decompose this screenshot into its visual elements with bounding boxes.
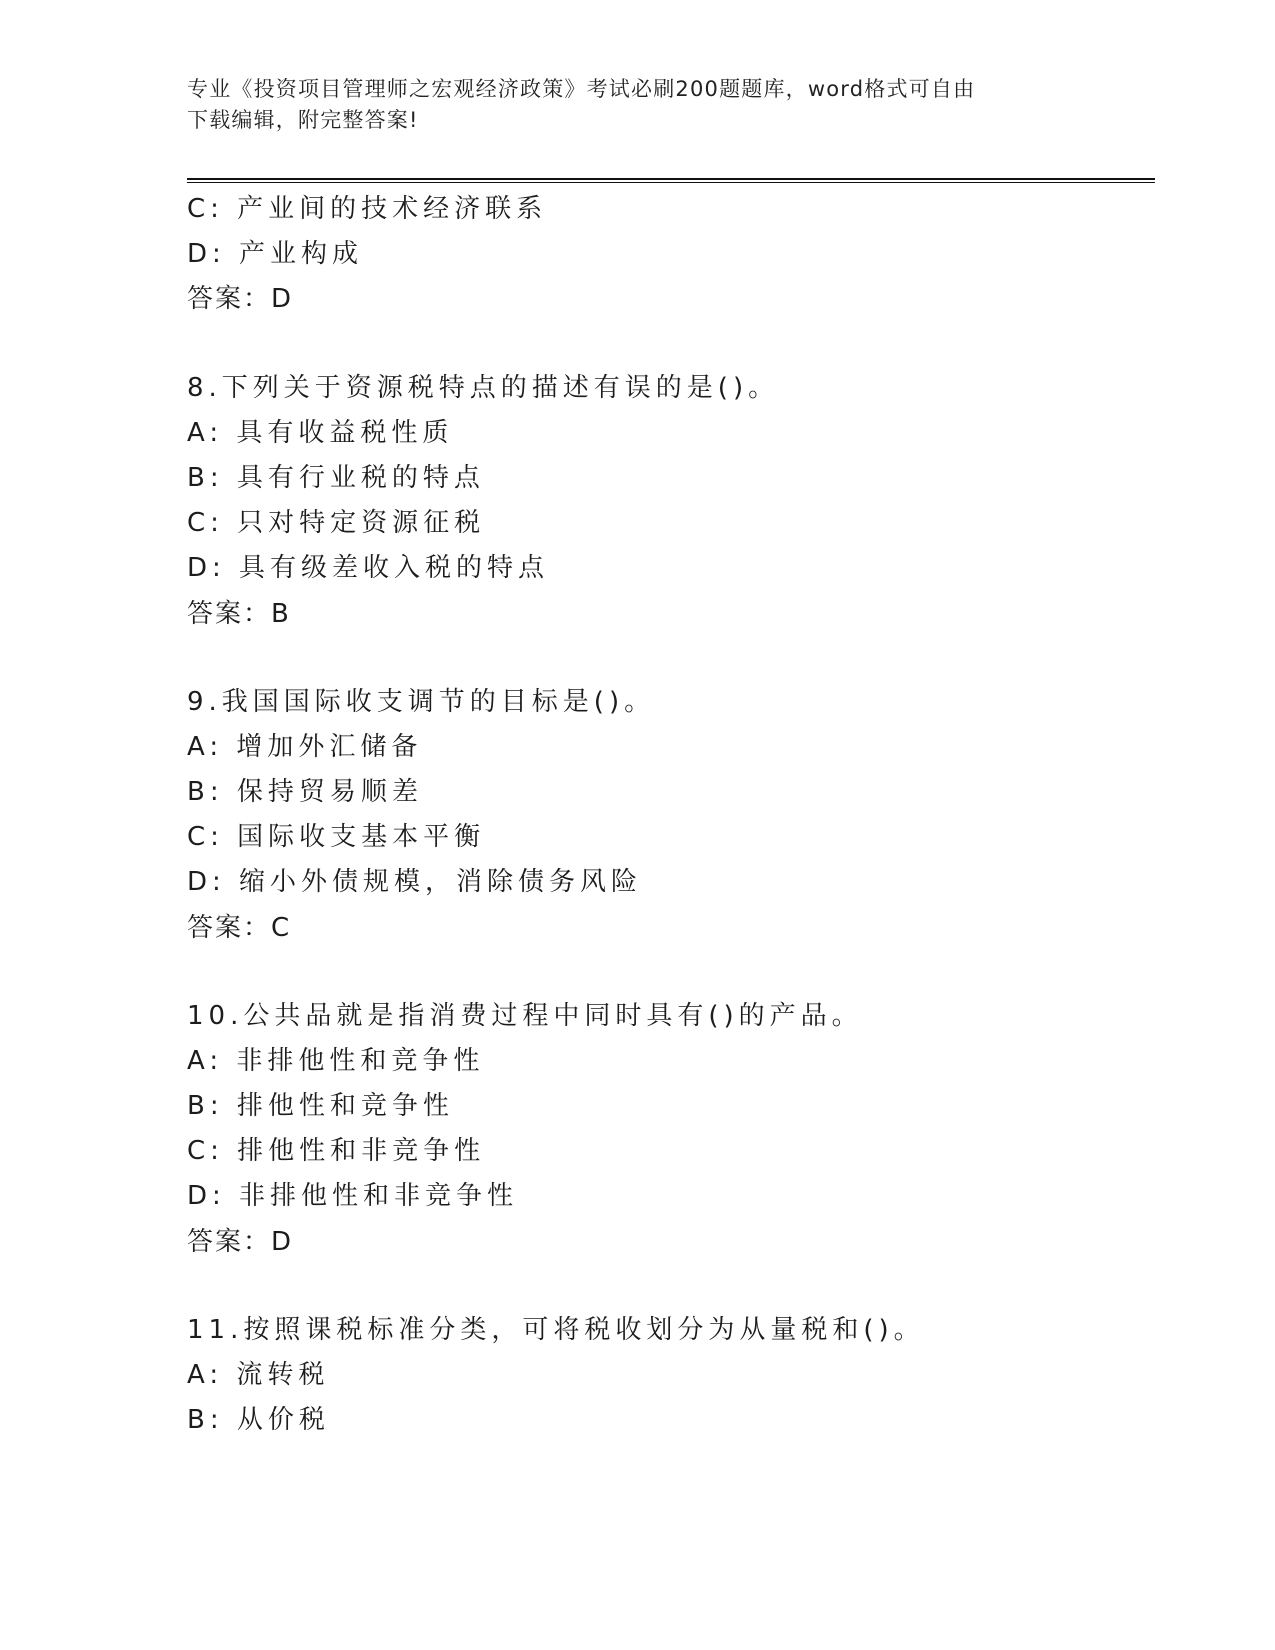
answer-value: C [271, 913, 292, 943]
q8-option-a: A: 具有收益税性质 [187, 418, 454, 448]
q9-option-c: C: 国际收支基本平衡 [187, 822, 486, 852]
q10-option-d: D: 非排他性和非竞争性 [187, 1181, 519, 1211]
q11-question: 11.按照课税标准分类，可将税收划分为从量税和()。 [187, 1315, 925, 1345]
answer-value: D [271, 284, 294, 314]
q8-option-d: D: 具有级差收入税的特点 [187, 553, 550, 583]
q11-option-b: B: 从价税 [187, 1405, 330, 1435]
q10-answer [187, 1226, 293, 1258]
q10-option-a: A: 非排他性和竞争性 [187, 1046, 485, 1076]
q7-answer [187, 283, 293, 315]
q9-option-b: B: 保持贸易顺差 [187, 777, 423, 807]
q10-option-b: B: 排他性和竞争性 [187, 1091, 454, 1121]
q9-option-a: A: 增加外汇储备 [187, 732, 423, 762]
answer-label: 答案： [187, 1227, 272, 1257]
q9-answer [187, 912, 291, 944]
header-divider [187, 178, 1155, 180]
header-line-2: 下载编辑，附完整答案! [187, 108, 419, 132]
q7-option-c: C: 产业间的技术经济联系 [187, 194, 548, 224]
answer-value: D [271, 1227, 294, 1257]
q8-option-c: C: 只对特定资源征税 [187, 508, 486, 538]
answer-value: B [271, 599, 291, 629]
q8-question: 8.下列关于资源税特点的描述有误的是()。 [187, 373, 780, 403]
q9-option-d: D: 缩小外债规模，消除债务风险 [187, 867, 643, 897]
q10-question: 10.公共品就是指消费过程中同时具有()的产品。 [187, 1001, 863, 1031]
q9-question: 9.我国国际收支调节的目标是()。 [187, 687, 656, 717]
header-divider-thin [187, 182, 1155, 183]
document-header [187, 74, 1067, 136]
q10-option-c: C: 排他性和非竞争性 [187, 1136, 486, 1166]
q11-option-a: A: 流转税 [187, 1360, 330, 1390]
q8-answer [187, 598, 291, 630]
q8-option-b: B: 具有行业税的特点 [187, 463, 485, 493]
header-line-1: 专业《投资项目管理师之宏观经济政策》考试必刷200题题库，word格式可自由 [187, 77, 976, 101]
answer-label: 答案： [187, 284, 272, 314]
answer-label: 答案： [187, 913, 272, 943]
answer-label: 答案： [187, 599, 272, 629]
q7-option-d: D: 产业构成 [187, 239, 364, 269]
